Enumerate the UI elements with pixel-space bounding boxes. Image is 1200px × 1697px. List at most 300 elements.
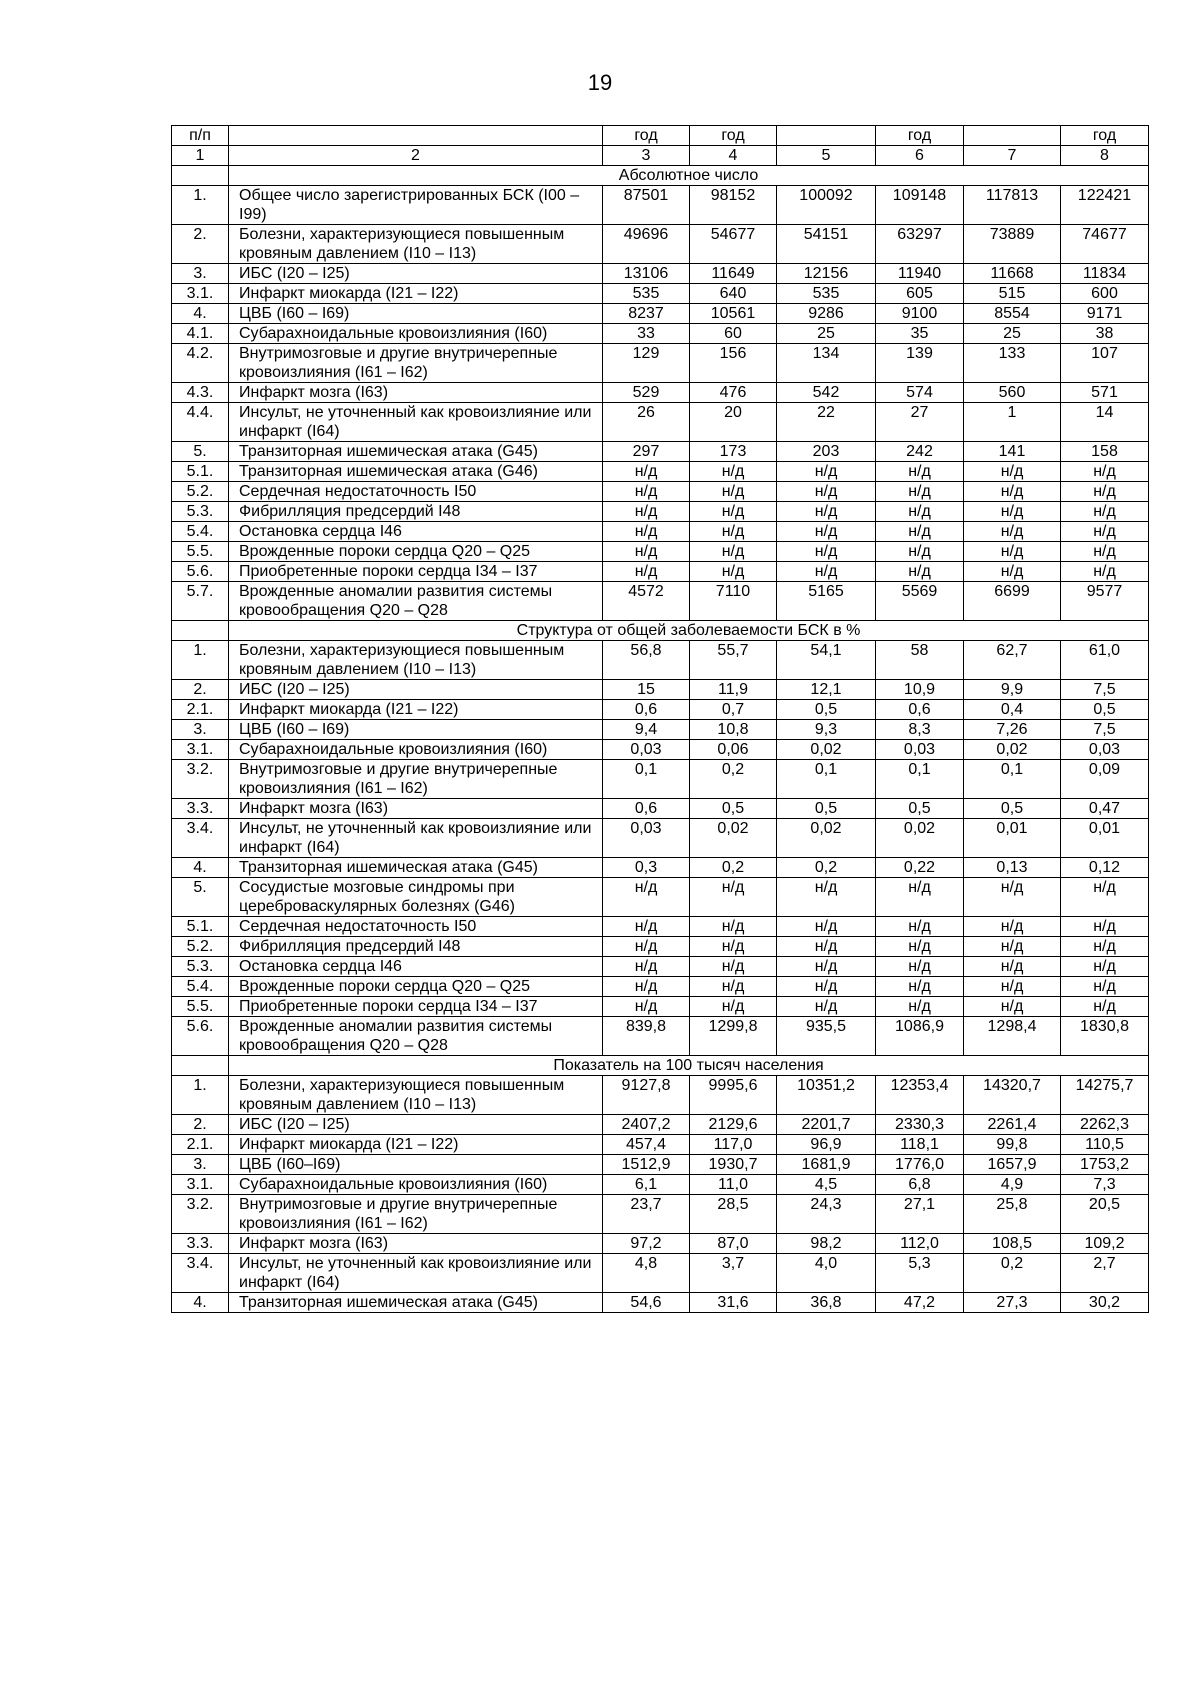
value-cell: 0,13 bbox=[964, 858, 1061, 878]
value-cell: 141 bbox=[964, 442, 1061, 462]
table-row bbox=[172, 997, 1149, 1017]
value-cell: 156 bbox=[690, 344, 777, 383]
header-cell: 7 bbox=[964, 146, 1061, 166]
row-indicator-name: ИБС (I20 – I25) bbox=[229, 1115, 603, 1135]
value-cell: н/д bbox=[690, 977, 777, 997]
row-number: 5. bbox=[172, 442, 229, 462]
table-row bbox=[172, 917, 1149, 937]
section-blank-cell bbox=[172, 621, 229, 641]
value-cell: 10,9 bbox=[876, 680, 964, 700]
value-cell: н/д bbox=[777, 522, 876, 542]
value-cell: н/д bbox=[777, 957, 876, 977]
value-cell: 1753,2 bbox=[1061, 1155, 1149, 1175]
value-cell: н/д bbox=[690, 502, 777, 522]
value-cell: 139 bbox=[876, 344, 964, 383]
value-cell: 109,2 bbox=[1061, 1234, 1149, 1254]
value-cell: 1681,9 bbox=[777, 1155, 876, 1175]
row-number: 3. bbox=[172, 264, 229, 284]
table-row bbox=[172, 542, 1149, 562]
value-cell: 9286 bbox=[777, 304, 876, 324]
value-cell: н/д bbox=[876, 562, 964, 582]
value-cell: 12,1 bbox=[777, 680, 876, 700]
value-cell: н/д bbox=[1061, 937, 1149, 957]
value-cell: 97,2 bbox=[603, 1234, 690, 1254]
value-cell: 9,3 bbox=[777, 720, 876, 740]
row-number: 5.2. bbox=[172, 482, 229, 502]
value-cell: 58 bbox=[876, 641, 964, 680]
table-row bbox=[172, 186, 1149, 225]
value-cell: 1512,9 bbox=[603, 1155, 690, 1175]
row-number: 3.2. bbox=[172, 760, 229, 799]
row-indicator-name: Приобретенные пороки сердца I34 – I37 bbox=[229, 562, 603, 582]
value-cell: 87,0 bbox=[690, 1234, 777, 1254]
value-cell: 7,26 bbox=[964, 720, 1061, 740]
row-indicator-name: Остановка сердца I46 bbox=[229, 522, 603, 542]
table-row bbox=[172, 878, 1149, 917]
value-cell: 12156 bbox=[777, 264, 876, 284]
value-cell: н/д bbox=[1061, 462, 1149, 482]
value-cell: 0,02 bbox=[876, 819, 964, 858]
row-indicator-name: Субарахноидальные кровоизлияния (I60) bbox=[229, 324, 603, 344]
value-cell: н/д bbox=[690, 917, 777, 937]
value-cell: 173 bbox=[690, 442, 777, 462]
table-row bbox=[172, 799, 1149, 819]
value-cell: н/д bbox=[690, 997, 777, 1017]
row-indicator-name: Болезни, характеризующиеся повышенным кровяным давлением (I10 – I13) bbox=[229, 1076, 603, 1115]
value-cell: 4,9 bbox=[964, 1175, 1061, 1195]
value-cell: 36,8 bbox=[777, 1293, 876, 1313]
row-indicator-name: Субарахноидальные кровоизлияния (I60) bbox=[229, 740, 603, 760]
value-cell: 1657,9 bbox=[964, 1155, 1061, 1175]
value-cell: 87501 bbox=[603, 186, 690, 225]
value-cell: 109148 bbox=[876, 186, 964, 225]
value-cell: н/д bbox=[690, 542, 777, 562]
value-cell: 0,6 bbox=[876, 700, 964, 720]
value-cell: 96,9 bbox=[777, 1135, 876, 1155]
value-cell: 935,5 bbox=[777, 1017, 876, 1056]
value-cell: н/д bbox=[876, 462, 964, 482]
value-cell: 9577 bbox=[1061, 582, 1149, 621]
value-cell: 10561 bbox=[690, 304, 777, 324]
value-cell: н/д bbox=[690, 522, 777, 542]
value-cell: 1299,8 bbox=[690, 1017, 777, 1056]
row-indicator-name: Транзиторная ишемическая атака (G45) bbox=[229, 858, 603, 878]
row-indicator-name: Врожденные пороки сердца Q20 – Q25 bbox=[229, 977, 603, 997]
value-cell: 20 bbox=[690, 403, 777, 442]
row-indicator-name: Фибрилляция предсердий I48 bbox=[229, 937, 603, 957]
value-cell: 38 bbox=[1061, 324, 1149, 344]
value-cell: н/д bbox=[876, 937, 964, 957]
row-number: 2.1. bbox=[172, 1135, 229, 1155]
table-row bbox=[172, 1017, 1149, 1056]
section-row bbox=[172, 166, 1149, 186]
value-cell: 0,5 bbox=[690, 799, 777, 819]
value-cell: 0,5 bbox=[964, 799, 1061, 819]
value-cell: н/д bbox=[1061, 977, 1149, 997]
value-cell: н/д bbox=[690, 482, 777, 502]
table-row bbox=[172, 383, 1149, 403]
row-indicator-name: Инфаркт мозга (I63) bbox=[229, 799, 603, 819]
value-cell: 7,3 bbox=[1061, 1175, 1149, 1195]
header-cell bbox=[229, 126, 603, 146]
value-cell: 0,7 bbox=[690, 700, 777, 720]
value-cell: 0,2 bbox=[777, 858, 876, 878]
value-cell: 605 bbox=[876, 284, 964, 304]
value-cell: 0,4 bbox=[964, 700, 1061, 720]
row-indicator-name: ИБС (I20 – I25) bbox=[229, 680, 603, 700]
value-cell: 571 bbox=[1061, 383, 1149, 403]
value-cell: 61,0 bbox=[1061, 641, 1149, 680]
value-cell: 22 bbox=[777, 403, 876, 442]
row-indicator-name: Болезни, характеризующиеся повышенным кровяным давлением (I10 – I13) bbox=[229, 641, 603, 680]
value-cell: н/д bbox=[1061, 917, 1149, 937]
row-indicator-name: Инфаркт мозга (I63) bbox=[229, 383, 603, 403]
table-row bbox=[172, 1254, 1149, 1293]
value-cell: 27,1 bbox=[876, 1195, 964, 1234]
value-cell: 0,03 bbox=[603, 740, 690, 760]
table-row bbox=[172, 1115, 1149, 1135]
value-cell: 55,7 bbox=[690, 641, 777, 680]
value-cell: н/д bbox=[690, 937, 777, 957]
value-cell: 9995,6 bbox=[690, 1076, 777, 1115]
value-cell: 0,09 bbox=[1061, 760, 1149, 799]
table-row bbox=[172, 977, 1149, 997]
row-number: 3. bbox=[172, 720, 229, 740]
value-cell: н/д bbox=[690, 462, 777, 482]
value-cell: 27,3 bbox=[964, 1293, 1061, 1313]
statistics-table bbox=[171, 125, 1149, 1313]
value-cell: н/д bbox=[777, 562, 876, 582]
value-cell: 9127,8 bbox=[603, 1076, 690, 1115]
value-cell: н/д bbox=[603, 542, 690, 562]
row-indicator-name: Сердечная недостаточность I50 bbox=[229, 917, 603, 937]
table-row bbox=[172, 304, 1149, 324]
row-indicator-name: Сосудистые мозговые синдромы при цереброваскулярных болезнях (G46) bbox=[229, 878, 603, 917]
value-cell: 9100 bbox=[876, 304, 964, 324]
row-indicator-name: Инфаркт миокарда (I21 – I22) bbox=[229, 1135, 603, 1155]
header-cell bbox=[964, 126, 1061, 146]
value-cell: 133 bbox=[964, 344, 1061, 383]
value-cell: 118,1 bbox=[876, 1135, 964, 1155]
row-indicator-name: Врожденные аномалии развития системы кровообращения Q20 – Q28 bbox=[229, 582, 603, 621]
value-cell: 1298,4 bbox=[964, 1017, 1061, 1056]
value-cell: 6699 bbox=[964, 582, 1061, 621]
table-row bbox=[172, 1175, 1149, 1195]
value-cell: 2129,6 bbox=[690, 1115, 777, 1135]
table-row bbox=[172, 225, 1149, 264]
value-cell: 0,1 bbox=[603, 760, 690, 799]
table-row bbox=[172, 740, 1149, 760]
value-cell: н/д bbox=[603, 562, 690, 582]
value-cell: 0,06 bbox=[690, 740, 777, 760]
value-cell: н/д bbox=[876, 957, 964, 977]
value-cell: н/д bbox=[964, 878, 1061, 917]
value-cell: 1930,7 bbox=[690, 1155, 777, 1175]
value-cell: н/д bbox=[603, 502, 690, 522]
row-number: 2. bbox=[172, 1115, 229, 1135]
header-cell: год bbox=[1061, 126, 1149, 146]
value-cell: 11649 bbox=[690, 264, 777, 284]
value-cell: н/д bbox=[603, 482, 690, 502]
row-number: 4. bbox=[172, 304, 229, 324]
value-cell: н/д bbox=[1061, 997, 1149, 1017]
value-cell: 11,9 bbox=[690, 680, 777, 700]
table-row bbox=[172, 284, 1149, 304]
value-cell: 117813 bbox=[964, 186, 1061, 225]
value-cell: н/д bbox=[1061, 542, 1149, 562]
value-cell: 839,8 bbox=[603, 1017, 690, 1056]
value-cell: 2330,3 bbox=[876, 1115, 964, 1135]
value-cell: 476 bbox=[690, 383, 777, 403]
value-cell: 8554 bbox=[964, 304, 1061, 324]
value-cell: 9171 bbox=[1061, 304, 1149, 324]
header-cell: 8 bbox=[1061, 146, 1149, 166]
value-cell: 117,0 bbox=[690, 1135, 777, 1155]
row-indicator-name: Внутримозговые и другие внутричерепные кровоизлияния (I61 – I62) bbox=[229, 1195, 603, 1234]
value-cell: н/д bbox=[876, 917, 964, 937]
value-cell: 28,5 bbox=[690, 1195, 777, 1234]
table-row bbox=[172, 1135, 1149, 1155]
value-cell: 6,8 bbox=[876, 1175, 964, 1195]
value-cell: 47,2 bbox=[876, 1293, 964, 1313]
value-cell: н/д bbox=[777, 917, 876, 937]
value-cell: 600 bbox=[1061, 284, 1149, 304]
row-indicator-name: Приобретенные пороки сердца I34 – I37 bbox=[229, 997, 603, 1017]
value-cell: н/д bbox=[777, 542, 876, 562]
value-cell: 0,12 bbox=[1061, 858, 1149, 878]
value-cell: 0,22 bbox=[876, 858, 964, 878]
value-cell: 13106 bbox=[603, 264, 690, 284]
value-cell: 129 bbox=[603, 344, 690, 383]
row-number: 3.2. bbox=[172, 1195, 229, 1234]
section-title: Абсолютное число bbox=[229, 166, 1149, 186]
row-number: 1. bbox=[172, 641, 229, 680]
row-indicator-name: Сердечная недостаточность I50 bbox=[229, 482, 603, 502]
value-cell: 11834 bbox=[1061, 264, 1149, 284]
value-cell: 15 bbox=[603, 680, 690, 700]
table-row bbox=[172, 1293, 1149, 1313]
value-cell: 122421 bbox=[1061, 186, 1149, 225]
value-cell: 203 bbox=[777, 442, 876, 462]
value-cell: н/д bbox=[876, 522, 964, 542]
value-cell: н/д bbox=[777, 482, 876, 502]
value-cell: н/д bbox=[876, 542, 964, 562]
header-cell: 2 bbox=[229, 146, 603, 166]
value-cell: н/д bbox=[1061, 878, 1149, 917]
value-cell: 8,3 bbox=[876, 720, 964, 740]
value-cell: н/д bbox=[603, 917, 690, 937]
value-cell: 14320,7 bbox=[964, 1076, 1061, 1115]
value-cell: 25 bbox=[964, 324, 1061, 344]
value-cell: 0,03 bbox=[876, 740, 964, 760]
header-cell: год bbox=[690, 126, 777, 146]
value-cell: 0,1 bbox=[876, 760, 964, 799]
table-row bbox=[172, 1155, 1149, 1175]
value-cell: 6,1 bbox=[603, 1175, 690, 1195]
value-cell: 31,6 bbox=[690, 1293, 777, 1313]
value-cell: 2262,3 bbox=[1061, 1115, 1149, 1135]
value-cell: 134 bbox=[777, 344, 876, 383]
value-cell: 0,02 bbox=[777, 740, 876, 760]
value-cell: 2201,7 bbox=[777, 1115, 876, 1135]
value-cell: 35 bbox=[876, 324, 964, 344]
table-row bbox=[172, 442, 1149, 462]
row-number: 5.6. bbox=[172, 1017, 229, 1056]
value-cell: 10351,2 bbox=[777, 1076, 876, 1115]
value-cell: 11,0 bbox=[690, 1175, 777, 1195]
value-cell: н/д bbox=[1061, 562, 1149, 582]
row-number: 3.1. bbox=[172, 1175, 229, 1195]
row-number: 5.3. bbox=[172, 502, 229, 522]
value-cell: 0,6 bbox=[603, 700, 690, 720]
value-cell: 11940 bbox=[876, 264, 964, 284]
value-cell: 0,01 bbox=[964, 819, 1061, 858]
value-cell: 0,02 bbox=[777, 819, 876, 858]
value-cell: 5569 bbox=[876, 582, 964, 621]
value-cell: н/д bbox=[876, 977, 964, 997]
value-cell: н/д bbox=[777, 502, 876, 522]
value-cell: 98152 bbox=[690, 186, 777, 225]
header-cell bbox=[777, 126, 876, 146]
value-cell: 542 bbox=[777, 383, 876, 403]
section-blank-cell bbox=[172, 166, 229, 186]
value-cell: 54151 bbox=[777, 225, 876, 264]
section-title: Показатель на 100 тысяч населения bbox=[229, 1056, 1149, 1076]
header-cell: год bbox=[603, 126, 690, 146]
row-number: 5.4. bbox=[172, 522, 229, 542]
value-cell: 4,8 bbox=[603, 1254, 690, 1293]
value-cell: 54677 bbox=[690, 225, 777, 264]
value-cell: н/д bbox=[777, 997, 876, 1017]
row-number: 5.5. bbox=[172, 997, 229, 1017]
row-indicator-name: ИБС (I20 – I25) bbox=[229, 264, 603, 284]
value-cell: 14275,7 bbox=[1061, 1076, 1149, 1115]
header-cell: 3 bbox=[603, 146, 690, 166]
row-indicator-name: Субарахноидальные кровоизлияния (I60) bbox=[229, 1175, 603, 1195]
value-cell: 30,2 bbox=[1061, 1293, 1149, 1313]
table-row bbox=[172, 403, 1149, 442]
table-row bbox=[172, 482, 1149, 502]
row-indicator-name: Внутримозговые и другие внутричерепные кровоизлияния (I61 – I62) bbox=[229, 760, 603, 799]
table-row bbox=[172, 344, 1149, 383]
value-cell: 0,02 bbox=[964, 740, 1061, 760]
row-number: 1. bbox=[172, 1076, 229, 1115]
row-number: 5.1. bbox=[172, 917, 229, 937]
value-cell: 9,9 bbox=[964, 680, 1061, 700]
row-indicator-name: Инфаркт миокарда (I21 – I22) bbox=[229, 700, 603, 720]
row-number: 4.3. bbox=[172, 383, 229, 403]
value-cell: 0,2 bbox=[690, 760, 777, 799]
value-cell: 7,5 bbox=[1061, 720, 1149, 740]
section-blank-cell bbox=[172, 1056, 229, 1076]
value-cell: 0,5 bbox=[777, 700, 876, 720]
page-number: 19 bbox=[587, 70, 613, 95]
value-cell: 110,5 bbox=[1061, 1135, 1149, 1155]
row-indicator-name: Внутримозговые и другие внутричерепные кровоизлияния (I61 – I62) bbox=[229, 344, 603, 383]
value-cell: н/д bbox=[964, 482, 1061, 502]
row-indicator-name: Врожденные пороки сердца Q20 – Q25 bbox=[229, 542, 603, 562]
table-row bbox=[172, 462, 1149, 482]
value-cell: 33 bbox=[603, 324, 690, 344]
section-row bbox=[172, 1056, 1149, 1076]
row-number: 5.4. bbox=[172, 977, 229, 997]
value-cell: н/д bbox=[777, 977, 876, 997]
value-cell: н/д bbox=[964, 502, 1061, 522]
value-cell: 20,5 bbox=[1061, 1195, 1149, 1234]
row-indicator-name: Фибрилляция предсердий I48 bbox=[229, 502, 603, 522]
value-cell: 457,4 bbox=[603, 1135, 690, 1155]
value-cell: 560 bbox=[964, 383, 1061, 403]
value-cell: 10,8 bbox=[690, 720, 777, 740]
value-cell: 1776,0 bbox=[876, 1155, 964, 1175]
row-indicator-name: Врожденные аномалии развития системы кровообращения Q20 – Q28 bbox=[229, 1017, 603, 1056]
value-cell: 2261,4 bbox=[964, 1115, 1061, 1135]
value-cell: н/д bbox=[964, 522, 1061, 542]
value-cell: 26 bbox=[603, 403, 690, 442]
value-cell: н/д bbox=[876, 502, 964, 522]
value-cell: 158 bbox=[1061, 442, 1149, 462]
row-indicator-name: ЦВБ (I60–I69) bbox=[229, 1155, 603, 1175]
value-cell: 1 bbox=[964, 403, 1061, 442]
value-cell: 54,1 bbox=[777, 641, 876, 680]
value-cell: н/д bbox=[1061, 522, 1149, 542]
value-cell: 242 bbox=[876, 442, 964, 462]
row-indicator-name: Транзиторная ишемическая атака (G45) bbox=[229, 442, 603, 462]
value-cell: н/д bbox=[876, 482, 964, 502]
row-number: 5.2. bbox=[172, 937, 229, 957]
value-cell: 0,6 bbox=[603, 799, 690, 819]
value-cell: 98,2 bbox=[777, 1234, 876, 1254]
value-cell: 535 bbox=[777, 284, 876, 304]
row-indicator-name: Инфаркт миокарда (I21 – I22) bbox=[229, 284, 603, 304]
value-cell: н/д bbox=[876, 997, 964, 1017]
value-cell: 5165 bbox=[777, 582, 876, 621]
row-number: 4. bbox=[172, 1293, 229, 1313]
value-cell: н/д bbox=[1061, 502, 1149, 522]
value-cell: 112,0 bbox=[876, 1234, 964, 1254]
value-cell: 14 bbox=[1061, 403, 1149, 442]
value-cell: 100092 bbox=[777, 186, 876, 225]
value-cell: 2407,2 bbox=[603, 1115, 690, 1135]
row-indicator-name: ЦВБ (I60 – I69) bbox=[229, 720, 603, 740]
row-indicator-name: Болезни, характеризующиеся повышенным кровяным давлением (I10 – I13) bbox=[229, 225, 603, 264]
row-number: 5.1. bbox=[172, 462, 229, 482]
table-row bbox=[172, 324, 1149, 344]
value-cell: н/д bbox=[964, 977, 1061, 997]
value-cell: 60 bbox=[690, 324, 777, 344]
value-cell: 0,3 bbox=[603, 858, 690, 878]
value-cell: 0,5 bbox=[777, 799, 876, 819]
value-cell: 1830,8 bbox=[1061, 1017, 1149, 1056]
row-number: 4. bbox=[172, 858, 229, 878]
value-cell: н/д bbox=[603, 937, 690, 957]
table-row bbox=[172, 641, 1149, 680]
value-cell: 574 bbox=[876, 383, 964, 403]
row-number: 5.7. bbox=[172, 582, 229, 621]
value-cell: 4572 bbox=[603, 582, 690, 621]
value-cell: 0,1 bbox=[964, 760, 1061, 799]
row-number: 3.1. bbox=[172, 740, 229, 760]
value-cell: н/д bbox=[603, 462, 690, 482]
row-number: 3.4. bbox=[172, 1254, 229, 1293]
table-row bbox=[172, 760, 1149, 799]
table-row bbox=[172, 562, 1149, 582]
table-row bbox=[172, 957, 1149, 977]
header-cell: год bbox=[876, 126, 964, 146]
row-number: 5.6. bbox=[172, 562, 229, 582]
row-indicator-name: Общее число зарегистрированных БСК (I00 – I99) bbox=[229, 186, 603, 225]
table-row bbox=[172, 700, 1149, 720]
